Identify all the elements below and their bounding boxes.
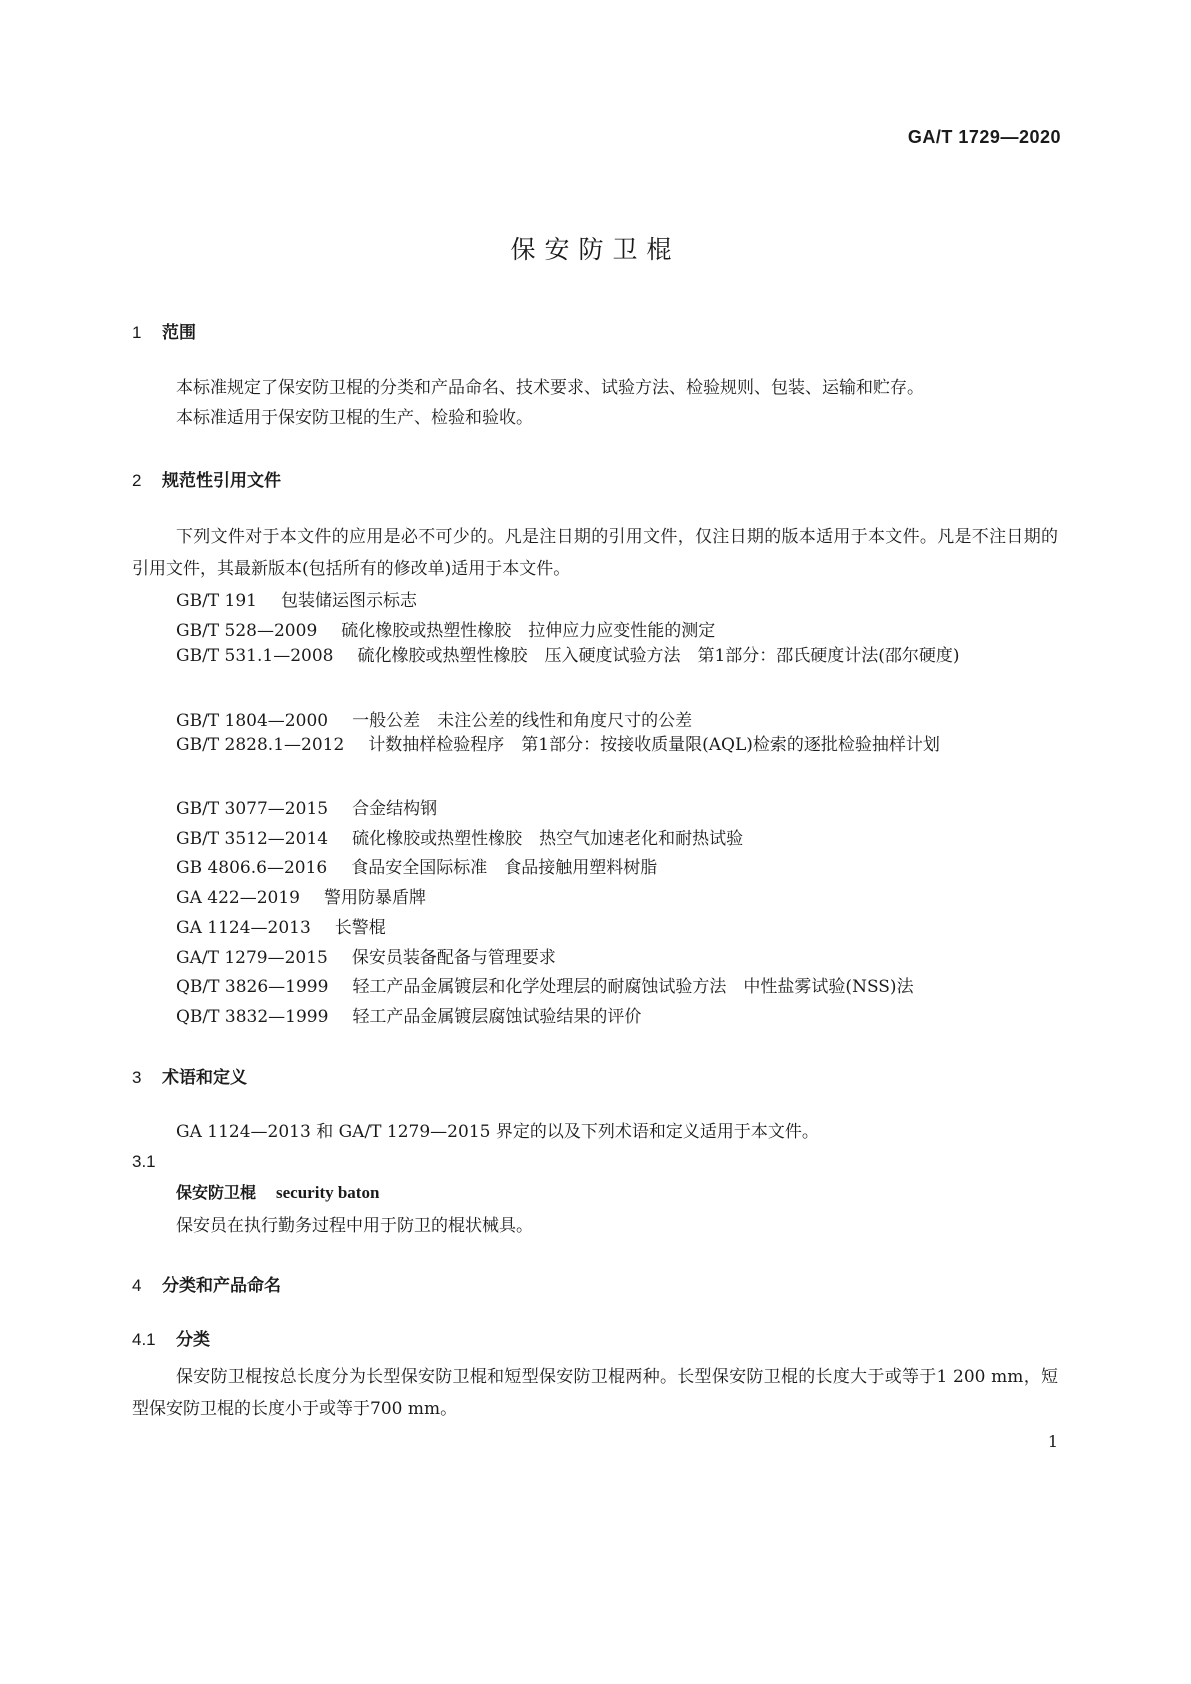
section-title: 范围 bbox=[162, 323, 196, 343]
reference-item bbox=[176, 794, 437, 819]
scope-paragraph-1: 本标准规定了保安防卫棍的分类和产品命名、技术要求、试验方法、检验规则、包装、运输和贮存。 bbox=[176, 378, 924, 398]
reference-item bbox=[132, 640, 1058, 672]
reference-item bbox=[176, 853, 657, 878]
reference-item bbox=[176, 824, 743, 849]
subsection-4-1-heading bbox=[132, 1325, 210, 1350]
section-number: 1 bbox=[132, 323, 142, 342]
section-2-heading bbox=[132, 466, 281, 491]
section-title: 术语和定义 bbox=[162, 1068, 247, 1088]
reference-title: 警用防暴盾牌 bbox=[323, 888, 426, 908]
reference-code: GA 422—2019 bbox=[176, 888, 300, 908]
reference-code: QB/T 3832—1999 bbox=[176, 1007, 329, 1027]
reference-item bbox=[132, 729, 1058, 761]
section-1-heading bbox=[132, 318, 196, 343]
term-number: 3.1 bbox=[132, 1152, 156, 1171]
reference-title: 长警棍 bbox=[334, 918, 386, 938]
standard-code: GA/T 1729—2020 bbox=[907, 127, 1061, 147]
reference-item bbox=[176, 943, 556, 968]
section-title: 规范性引用文件 bbox=[162, 471, 281, 491]
reference-title: 轻工产品金属镀层腐蚀试验结果的评价 bbox=[352, 1007, 642, 1027]
reference-title: 保安员装备配备与管理要求 bbox=[351, 948, 556, 968]
section-title: 分类和产品命名 bbox=[162, 1276, 281, 1296]
reference-code: GB/T 1804—2000 bbox=[176, 711, 329, 731]
reference-code: GB/T 528—2009 bbox=[176, 621, 318, 641]
reference-code: GB/T 191 bbox=[176, 591, 257, 611]
reference-title: 轻工产品金属镀层和化学处理层的耐腐蚀试验方法 中性盐雾试验(NSS)法 bbox=[352, 977, 914, 997]
reference-title: 硫化橡胶或热塑性橡胶 压入硬度试验方法 第1部分：邵氏硬度计法(邵尔硬度) bbox=[357, 646, 960, 666]
reference-item bbox=[176, 1002, 641, 1027]
reference-title: 计数抽样检验程序 第1部分：按接收质量限(AQL)检索的逐批检验抽样计划 bbox=[368, 735, 940, 755]
section-4-heading bbox=[132, 1271, 281, 1296]
page-number: 1 bbox=[1047, 1432, 1058, 1451]
section-number: 4 bbox=[132, 1276, 142, 1295]
term-definition: 保安员在执行勤务过程中用于防卫的棍状械具。 bbox=[176, 1216, 533, 1236]
reference-title: 一般公差 未注公差的线性和角度尺寸的公差 bbox=[352, 711, 693, 731]
reference-code: QB/T 3826—1999 bbox=[176, 977, 329, 997]
reference-code: GB/T 3077—2015 bbox=[176, 799, 329, 819]
reference-title: 食品安全国际标准 食品接触用塑料树脂 bbox=[351, 858, 658, 878]
reference-item bbox=[176, 586, 417, 611]
scope-paragraph-2: 本标准适用于保安防卫棍的生产、检验和验收。 bbox=[176, 408, 533, 428]
reference-code: GA 1124—2013 bbox=[176, 918, 311, 938]
section-3-heading bbox=[132, 1063, 247, 1088]
reference-title: 硫化橡胶或热塑性橡胶 拉伸应力应变性能的测定 bbox=[341, 621, 716, 641]
references-intro: 下列文件对于本文件的应用是必不可少的。凡是注日期的引用文件，仅注日期的版本适用于本文件。凡是不注日期的引用文件，其最新版本(包括所有的修改单)适用于本文件。 bbox=[132, 527, 1058, 579]
reference-code: GB 4806.6—2016 bbox=[176, 858, 328, 878]
reference-title: 包装储运图示标志 bbox=[281, 591, 417, 611]
reference-code: GB/T 3512—2014 bbox=[176, 829, 329, 849]
reference-code: GA/T 1279—2015 bbox=[176, 948, 328, 968]
classification-paragraph: 保安防卫棍按总长度分为长型保安防卫棍和短型保安防卫棍两种。长型保安防卫棍的长度大于或等于1 200 mm，短型保安防卫棍的长度小于或等于700 mm。 bbox=[132, 1367, 1058, 1419]
reference-item bbox=[176, 883, 426, 908]
section-number: 2 bbox=[132, 471, 142, 490]
reference-item bbox=[176, 616, 715, 641]
reference-item bbox=[176, 972, 914, 997]
document-title: 保安防卫棍 bbox=[510, 235, 681, 264]
reference-title: 合金结构钢 bbox=[352, 799, 438, 819]
reference-item bbox=[176, 913, 386, 938]
reference-code: GB/T 531.1—2008 bbox=[176, 646, 334, 666]
term-chinese: 保安防卫棍 bbox=[176, 1183, 257, 1202]
term-english: security baton bbox=[276, 1183, 380, 1202]
reference-code: GB/T 2828.1—2012 bbox=[176, 735, 345, 755]
reference-item bbox=[176, 706, 692, 731]
reference-title: 硫化橡胶或热塑性橡胶 热空气加速老化和耐热试验 bbox=[352, 829, 744, 849]
terms-intro: GA 1124—2013 和 GA/T 1279—2015 界定的以及下列术语和定义适用于本文件。 bbox=[176, 1122, 819, 1142]
term-entry bbox=[176, 1180, 379, 1203]
subsection-number: 4.1 bbox=[132, 1330, 156, 1349]
section-number: 3 bbox=[132, 1068, 142, 1087]
subsection-title: 分类 bbox=[176, 1330, 210, 1350]
